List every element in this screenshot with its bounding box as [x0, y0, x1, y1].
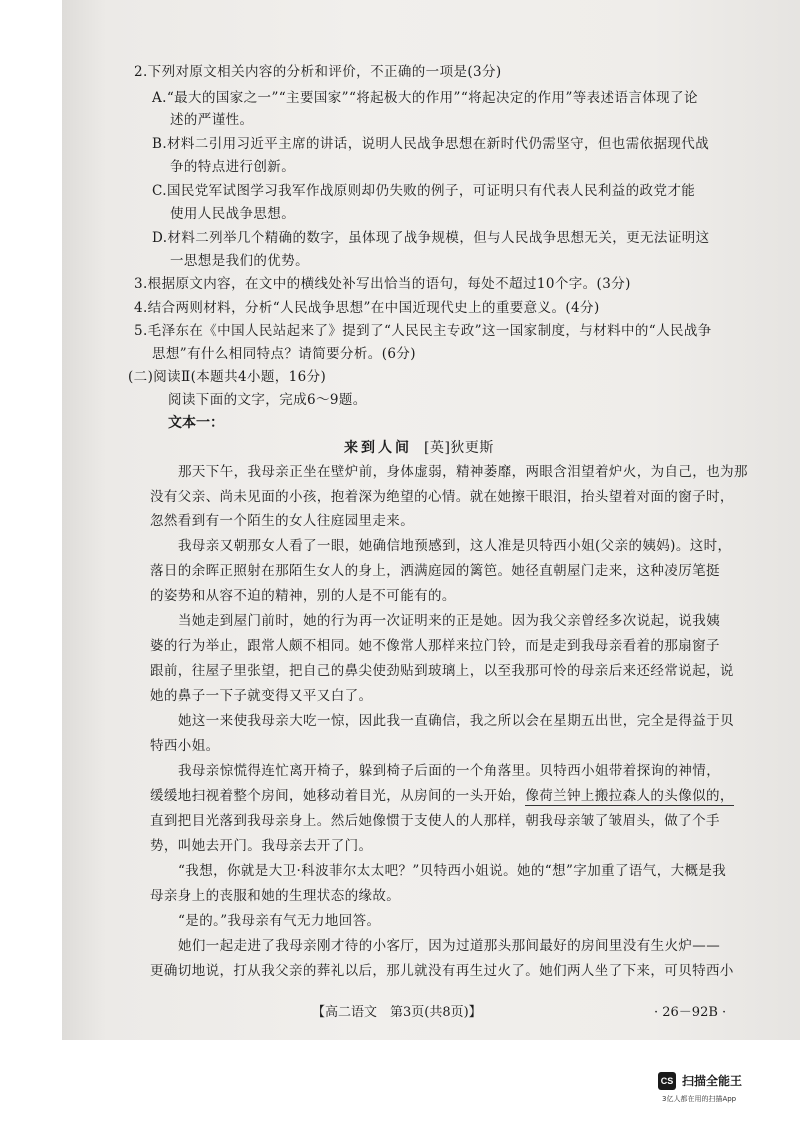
- question-2-option-b-cont: 争的特点进行创新。: [170, 159, 296, 175]
- section-instruction: 阅读下面的文字，完成6～9题。: [168, 392, 367, 408]
- question-2-option-c-cont: 使用人民战争思想。: [170, 206, 296, 222]
- underlined-phrase: 像荷兰钟上搬拉森人的头像似的，: [525, 788, 734, 804]
- question-2-option-c: C.国民党军试图学习我军作战原则却仍失败的例子，可证明只有代表人民利益的政党才能: [152, 183, 696, 199]
- page-footer: 【高二语文 第3页(共8页)】: [312, 1005, 482, 1020]
- story-line: 没有父亲、尚未见面的小孩，抱着深为绝望的心情。就在她擦干眼泪，抬头望着对面的窗子时，: [150, 489, 734, 505]
- question-3: 3.根据原文内容，在文中的横线处补写出恰当的语句，每处不超过10个字。(3分): [134, 276, 631, 292]
- story-line: 我母亲惊慌得连忙离开椅子，躲到椅子后面的一个角落里。贝特西小姐带着探询的神情，: [178, 763, 721, 779]
- story-line: 母亲身上的丧服和她的生理状态的缘故。: [150, 888, 401, 904]
- story-line: 落日的余晖正照射在那陌生女人的身上，洒满庭园的篱笆。她径直朝屋门走来，这种凌厉笔挺: [150, 563, 720, 579]
- story-line: 她的鼻子一下子就变得又平又白了。: [150, 688, 373, 704]
- story-line: 婆的行为举止，跟常人颇不相同。她不像常人那样来拉门铃，而是走到我母亲看着的那扇窗子: [150, 638, 720, 654]
- story-line: “我想，你就是大卫·科波菲尔太太吧？”贝特西小姐说。她的“想”字加重了语气，大概是我: [178, 863, 727, 879]
- question-5-cont: 思想”有什么相同特点？请简要分析。(6分): [152, 346, 416, 362]
- camscanner-logo-icon: CS: [658, 1072, 676, 1090]
- section-heading: (二)阅读Ⅱ(本题共4小题，16分): [128, 369, 327, 385]
- story-line: 更确切地说，打从我父亲的葬礼以后，那儿就没有再生过火了。她们两人坐了下来，可贝特西小: [150, 963, 734, 979]
- text-label: 文本一：: [168, 415, 224, 431]
- story-line: 的姿势和从容不迫的精神，别的人是不可能有的。: [150, 588, 456, 604]
- story-line: 势，叫她去开门。我母亲去开了门。: [150, 838, 373, 854]
- story-line: 跟前，往屋子里张望，把自己的鼻尖使劲贴到玻璃上，以至我那可怜的母亲后来还经常说起，说: [150, 663, 734, 679]
- question-2-option-b: B.材料二引用习近平主席的讲话，说明人民战争思想在新时代仍需坚守，但也需依据现代战: [152, 136, 710, 152]
- camscanner-tagline: 3亿人都在用的扫描App: [662, 1095, 737, 1103]
- story-title: 来到人间 [英]狄更斯: [344, 440, 494, 456]
- question-2-stem: 2.下列对原文相关内容的分析和评价，不正确的一项是(3分): [134, 64, 502, 80]
- question-2-option-a-cont: 述的严谨性。: [170, 112, 254, 128]
- story-line: 特西小姐。: [150, 738, 220, 754]
- question-2-option-d: D.材料二列举几个精确的数字，虽体现了战争规模，但与人民战争思想无关，更无法证明这: [152, 230, 710, 246]
- story-line: 我母亲又朝那女人看了一眼，她确信地预感到，这人准是贝特西小姐(父亲的姨妈)。这时，: [178, 538, 732, 554]
- story-line: 当她走到屋门前时，她的行为再一次证明来的正是她。因为我父亲曾经多次说起，说我姨: [178, 613, 721, 629]
- question-5: 5.毛泽东在《中国人民站起来了》提到了“人民民主专政”这一国家制度，与材料中的“人民战争: [134, 323, 712, 339]
- camscanner-name: 扫描全能王: [682, 1074, 743, 1088]
- story-line: “是的。”我母亲有气无力地回答。: [178, 913, 381, 929]
- story-line: 那天下午，我母亲正坐在壁炉前，身体虚弱，精神萎靡，两眼含泪望着炉火，为自己，也为那: [178, 464, 748, 480]
- page-code: · 26－92B ·: [654, 1005, 727, 1020]
- story-line: 忽然看到有一个陌生的女人往庭园里走来。: [150, 513, 415, 529]
- story-line: 她这一来使我母亲大吃一惊，因此我一直确信，我之所以会在星期五出世，完全是得益于贝: [178, 713, 734, 729]
- question-4: 4.结合两则材料，分析“人民战争思想”在中国近现代史上的重要意义。(4分): [134, 300, 600, 316]
- story-author: [英]狄更斯: [424, 440, 494, 456]
- question-2-option-d-cont: 一思想是我们的优势。: [170, 253, 309, 269]
- story-line: 直到把目光落到我母亲身上。然后她像惯于支使人的人那样，朝我母亲皱了皱眉头，做了个手: [150, 813, 720, 829]
- story-line: 缓缓地扫视着整个房间，她移动着目光，从房间的一头开始，像荷兰钟上搬拉森人的头像似的，: [150, 788, 734, 804]
- story-line: 她们一起走进了我母亲刚才待的小客厅，因为过道那头那间最好的房间里没有生火炉——: [178, 938, 721, 954]
- question-2-option-a: A.“最大的国家之一”“主要国家”“将起极大的作用”“将起决定的作用”等表述语言体现了论: [152, 90, 698, 106]
